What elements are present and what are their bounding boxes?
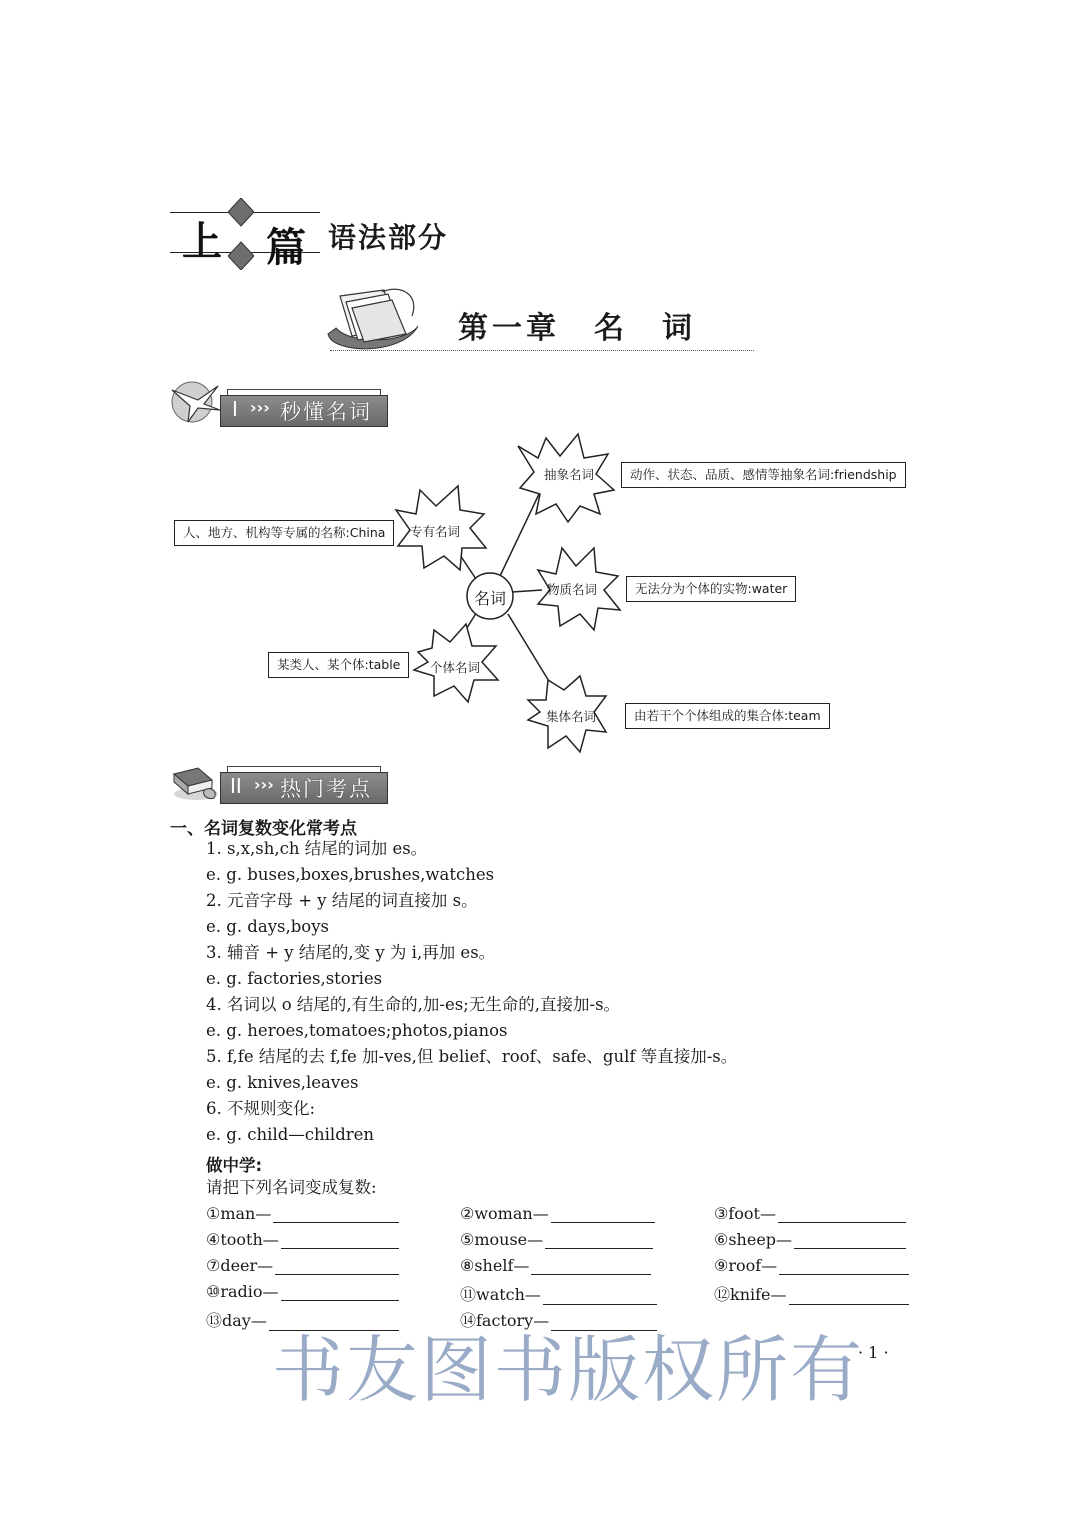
part-title: 语法部分	[328, 221, 449, 254]
exercise-item: ⑭factory—	[460, 1308, 657, 1331]
answer-blank[interactable]	[794, 1230, 906, 1249]
answer-blank[interactable]	[531, 1256, 651, 1275]
section-number: II	[230, 774, 242, 798]
chevron-right-icon: ›››	[250, 398, 270, 417]
rule-line: 3. 辅音 + y 结尾的,变 y 为 i,再加 es。	[206, 943, 496, 962]
exercise-item: ②woman—	[460, 1204, 655, 1223]
exercise-item: ⑬day—	[206, 1308, 399, 1331]
star-label-individual: 个体名词	[430, 660, 481, 675]
practice-title: 做中学:	[206, 1156, 263, 1175]
exercise-item: ⑪watch—	[460, 1282, 657, 1305]
star-label-abstract: 抽象名词	[544, 467, 595, 482]
exercise-item: ④tooth—	[206, 1230, 399, 1249]
section-label: 秒懂名词	[280, 400, 372, 424]
desc-box-collective: 由若干个个体组成的集合体:team	[625, 703, 830, 729]
example-line: e. g. factories,stories	[206, 969, 383, 988]
part-char-1: 上	[182, 219, 222, 265]
example-line: e. g. buses,boxes,brushes,watches	[206, 865, 495, 884]
exercise-item: ⑨roof—	[714, 1256, 909, 1275]
answer-blank[interactable]	[275, 1256, 399, 1275]
rule-line: 6. 不规则变化:	[206, 1099, 316, 1118]
rule-line: 1. s,x,sh,ch 结尾的词加 es。	[206, 839, 428, 858]
exercise-item: ⑤mouse—	[460, 1230, 653, 1249]
part-char-2: 篇	[266, 225, 306, 271]
star-label-collective: 集体名词	[546, 709, 597, 724]
answer-blank[interactable]	[779, 1256, 909, 1275]
answer-blank[interactable]	[281, 1230, 399, 1249]
books-icon	[168, 762, 220, 802]
star-label-proper: 专有名词	[410, 524, 461, 539]
example-line: e. g. knives,leaves	[206, 1073, 359, 1092]
practice-instruction: 请把下列名词变成复数:	[206, 1178, 377, 1197]
center-node-label: 名词	[474, 589, 507, 608]
answer-blank[interactable]	[273, 1204, 399, 1223]
section-banner-2	[220, 772, 386, 802]
answer-blank[interactable]	[281, 1282, 399, 1301]
desc-box-individual: 某类人、某个体:table	[268, 652, 409, 678]
exercise-item: ⑩radio—	[206, 1282, 399, 1301]
answer-blank[interactable]	[543, 1286, 657, 1305]
rule-line: 4. 名词以 o 结尾的,有生命的,加-es;无生命的,直接加-s。	[206, 995, 621, 1014]
watermark: 书友图书版权所有	[272, 1328, 865, 1412]
desc-box-proper: 人、地方、机构等专属的名称:China	[174, 520, 394, 546]
answer-blank[interactable]	[551, 1204, 655, 1223]
exercise-item: ①man—	[206, 1204, 399, 1223]
exercise-item: ⑦deer—	[206, 1256, 399, 1275]
rule-line: 5. f,fe 结尾的去 f,fe 加-ves,但 belief、roof、safe、gulf 等直接加-s。	[206, 1047, 738, 1066]
star-label-material: 物质名词	[547, 582, 598, 597]
exercise-item: ⑥sheep—	[714, 1230, 906, 1249]
example-line: e. g. days,boys	[206, 917, 330, 936]
rule-line: 2. 元音字母 + y 结尾的词直接加 s。	[206, 891, 478, 910]
section-number: I	[232, 397, 238, 421]
exercise-item: ③foot—	[714, 1204, 906, 1223]
desc-box-abstract: 动作、状态、品质、感情等抽象名词:friendship	[621, 462, 906, 488]
answer-blank[interactable]	[789, 1286, 909, 1305]
desc-box-material: 无法分为个体的实物:water	[626, 576, 796, 602]
page-number: · 1 ·	[858, 1343, 889, 1362]
content-heading: 一、名词复数变化常考点	[170, 819, 357, 839]
exercise-item: ⑫knife—	[714, 1282, 909, 1305]
answer-blank[interactable]	[778, 1204, 906, 1223]
chevron-right-icon: ›››	[254, 775, 274, 794]
example-line: e. g. child—children	[206, 1125, 375, 1144]
chapter-title: 第一章 名 词	[458, 311, 696, 346]
answer-blank[interactable]	[545, 1230, 653, 1249]
example-line: e. g. heroes,tomatoes;photos,pianos	[206, 1021, 508, 1040]
section-label: 热门考点	[280, 777, 372, 801]
exercise-item: ⑧shelf—	[460, 1256, 651, 1275]
